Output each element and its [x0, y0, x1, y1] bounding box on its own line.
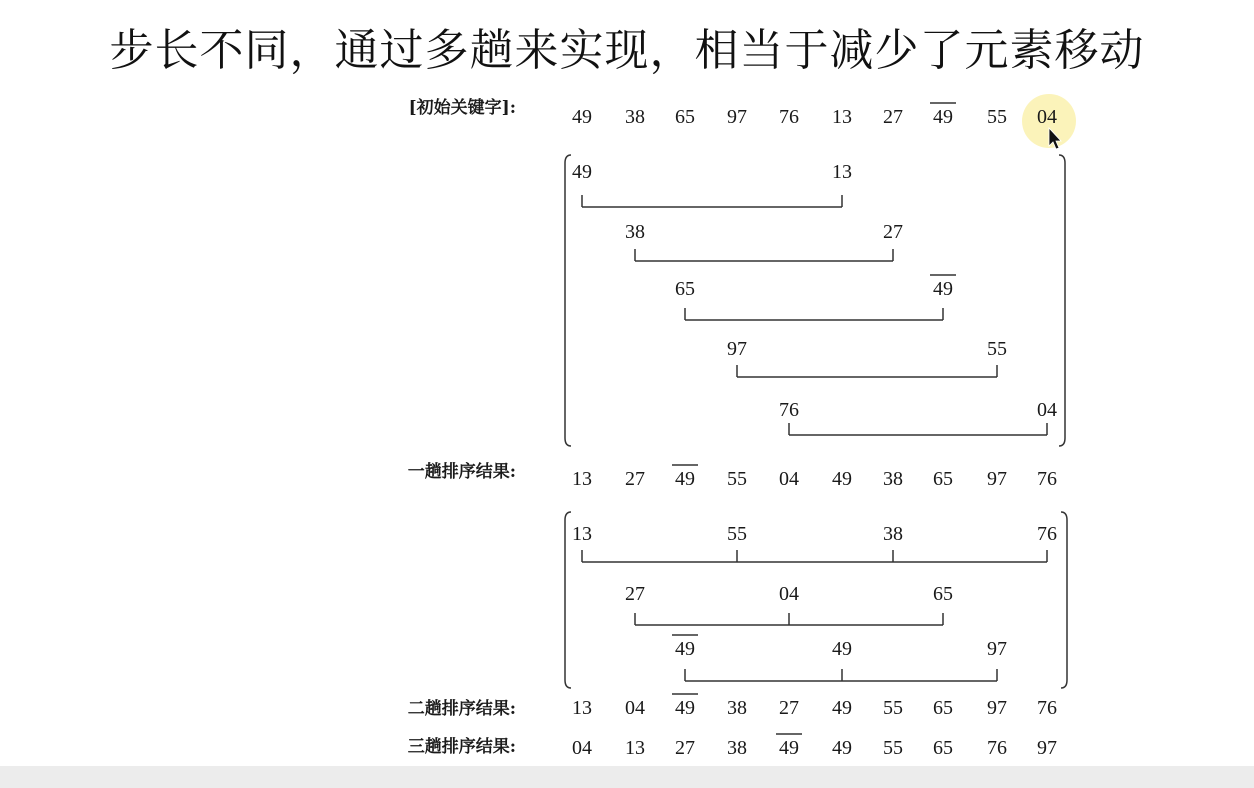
pass3-result-value: 76 [987, 737, 1007, 759]
initial-keys-label: [初始关键字]: [408, 98, 516, 118]
pass1-group-value: 76 [779, 399, 799, 421]
initial-value: 55 [987, 106, 1007, 128]
initial-value: 04 [1037, 106, 1057, 128]
pass2-group-value: 76 [1037, 523, 1057, 545]
pass2-bracket-right [1061, 512, 1067, 688]
pass3-result-value: 97 [1037, 737, 1057, 759]
pass2-result-value: 49 [675, 697, 695, 719]
initial-value: 27 [883, 106, 903, 128]
pass2-result-value: 55 [883, 697, 903, 719]
initial-value: 38 [625, 106, 645, 128]
initial-value: 97 [727, 106, 747, 128]
pass1-result-value: 27 [625, 468, 645, 490]
pass1-group-value: 04 [1037, 399, 1057, 421]
pass1-result-value: 97 [987, 468, 1007, 490]
pass1-group-value: 97 [727, 338, 747, 360]
pass1-result-value: 38 [883, 468, 903, 490]
pass3-result-label: 三趟排序结果: [407, 737, 516, 757]
pass1-result-value: 04 [779, 468, 799, 490]
pass2-result-value: 76 [1037, 697, 1057, 719]
pass1-group-value: 65 [675, 278, 695, 300]
pass3-result-value: 38 [727, 737, 747, 759]
initial-value: 49 [572, 106, 592, 128]
pass2-group-value: 65 [933, 583, 953, 605]
pass1-group-value: 13 [832, 161, 852, 183]
initial-value: 65 [675, 106, 695, 128]
pass1-result-value: 49 [832, 468, 852, 490]
pass1-group-value: 38 [625, 221, 645, 243]
pass2-group-value: 38 [883, 523, 903, 545]
initial-value: 76 [779, 106, 799, 128]
pass1-group-value: 27 [883, 221, 903, 243]
pass1-result-value: 13 [572, 468, 592, 490]
pass2-result-value: 49 [832, 697, 852, 719]
pass1-result-label: 一趟排序结果: [407, 462, 516, 482]
pass3-result-value: 27 [675, 737, 695, 759]
pass2-group-value: 55 [727, 523, 747, 545]
pass2-group-value: 97 [987, 638, 1007, 660]
pass2-result-value: 65 [933, 697, 953, 719]
pass1-group-value: 49 [572, 161, 592, 183]
pass3-result-value: 55 [883, 737, 903, 759]
pass2-result-value: 97 [987, 697, 1007, 719]
initial-value: 49 [933, 106, 953, 128]
pass2-result-value: 27 [779, 697, 799, 719]
pass1-group-value: 55 [987, 338, 1007, 360]
pass1-result-value: 55 [727, 468, 747, 490]
pass2-group-value: 49 [832, 638, 852, 660]
pass2-group-value: 04 [779, 583, 799, 605]
pass3-result-value: 65 [933, 737, 953, 759]
pass1-bracket-right [1059, 155, 1065, 446]
pass3-result-value: 04 [572, 737, 592, 759]
pass1-result-value: 65 [933, 468, 953, 490]
pass2-group-value: 13 [572, 523, 592, 545]
pass2-bracket-left [565, 512, 571, 688]
pass2-result-value: 13 [572, 697, 592, 719]
pass1-result-value: 49 [675, 468, 695, 490]
pass1-group-value: 49 [933, 278, 953, 300]
pass2-group-value: 49 [675, 638, 695, 660]
initial-value: 13 [832, 106, 852, 128]
pass3-result-value: 49 [832, 737, 852, 759]
pass3-result-value: 13 [625, 737, 645, 759]
pass2-group-value: 27 [625, 583, 645, 605]
pass2-result-value: 38 [727, 697, 747, 719]
bottom-bar [0, 766, 1254, 788]
pass2-result-value: 04 [625, 697, 645, 719]
pass1-result-value: 76 [1037, 468, 1057, 490]
pass3-result-value: 49 [779, 737, 799, 759]
pass2-result-label: 二趟排序结果: [407, 699, 516, 719]
slide-title: 步长不同，通过多趟来实现，相当于减少了元素移动 [109, 25, 1145, 76]
pass1-bracket-left [565, 155, 571, 446]
